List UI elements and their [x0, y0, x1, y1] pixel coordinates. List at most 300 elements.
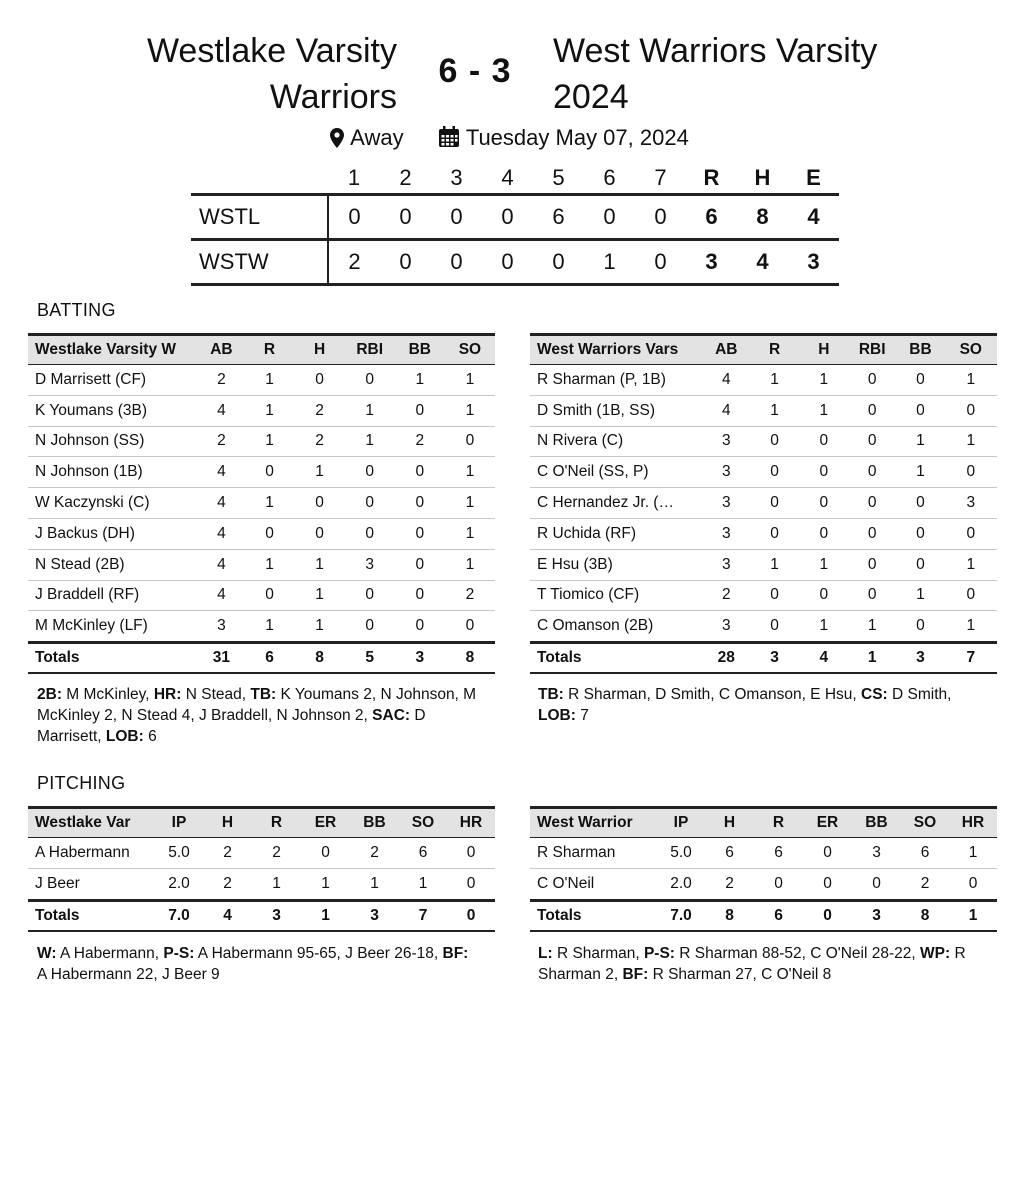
table-header-row — [28, 335, 495, 365]
note-text: 7 — [575, 707, 589, 724]
stat-cell: 0 — [395, 395, 445, 426]
stat-cell: 1 — [945, 365, 997, 396]
total-stat-cell: 1 — [848, 643, 896, 674]
stat-cell: 0 — [295, 488, 345, 519]
team-column-header: Westlake Varsity W — [35, 341, 177, 358]
stat-cell: 0 — [800, 518, 848, 549]
stat-cell: 4 — [198, 488, 244, 519]
stat-cell: 1 — [445, 457, 495, 488]
player-row — [530, 457, 997, 488]
note-label: 2B: — [37, 686, 62, 703]
stat-cell: 0 — [244, 518, 294, 549]
inning-runs: 0 — [328, 195, 380, 240]
stat-cell: 3 — [852, 838, 901, 869]
note-text: A Habermann, — [56, 945, 164, 962]
stat-cell: 2 — [198, 426, 244, 457]
stat-column-header: BB — [865, 814, 888, 831]
inning-runs: 0 — [552, 249, 565, 274]
runs-header: R — [703, 165, 720, 190]
stat-column-header: ER — [314, 814, 337, 831]
player-name: A Habermann — [28, 838, 155, 869]
stat-cell: 0 — [395, 518, 445, 549]
stat-cell: 1 — [749, 395, 799, 426]
stat-cell: 1 — [244, 611, 294, 643]
stat-cell: 1 — [244, 549, 294, 580]
inning-header: 6 — [603, 165, 616, 190]
game-date: Tuesday May 07, 2024 — [465, 125, 689, 150]
stat-cell: 1 — [445, 488, 495, 519]
stat-cell: 1 — [445, 395, 495, 426]
total-runs: 6 — [705, 204, 718, 229]
player-name: C O'Neil (SS, P) — [530, 457, 703, 488]
line-score-row — [191, 240, 839, 285]
inning-runs: 0 — [450, 204, 463, 229]
stat-cell: 0 — [848, 426, 896, 457]
game-meta — [0, 124, 1019, 155]
stat-cell: 4 — [198, 518, 244, 549]
stat-cell: 4 — [198, 549, 244, 580]
stat-column-header: H — [723, 814, 736, 831]
player-name: R Uchida (RF) — [530, 518, 703, 549]
player-name: T Tiomico (CF) — [530, 580, 703, 611]
stat-cell: 0 — [345, 365, 395, 396]
player-name: R Sharman — [530, 838, 657, 869]
player-name: N Rivera (C) — [530, 426, 703, 457]
total-stat-cell: 6 — [244, 643, 294, 674]
stat-cell: 6 — [705, 838, 754, 869]
stat-cell: 2 — [203, 868, 252, 900]
inning-runs: 0 — [603, 204, 616, 229]
pitching-table-west-warriors — [530, 806, 997, 932]
stat-cell: 4 — [198, 457, 244, 488]
stat-cell: 0 — [345, 457, 395, 488]
stat-column-header: BB — [909, 341, 932, 358]
stat-cell: 3 — [703, 488, 749, 519]
stat-cell: 3 — [703, 518, 749, 549]
player-name: C Hernandez Jr. (… — [530, 488, 703, 519]
stat-cell: 1 — [848, 611, 896, 643]
player-row — [28, 838, 495, 869]
total-hits: 4 — [756, 249, 769, 274]
stat-cell: 0 — [848, 488, 896, 519]
note-text: R Sharman 88-52, C O'Neil 28-22, — [674, 945, 920, 962]
stat-cell: 1 — [244, 488, 294, 519]
player-name: C O'Neil — [530, 868, 657, 900]
inning-header: 1 — [347, 165, 361, 190]
inning-runs: 0 — [654, 249, 667, 274]
stat-cell: 1 — [749, 365, 799, 396]
stat-cell: 0 — [803, 838, 852, 869]
stat-cell: 0 — [945, 580, 997, 611]
stat-cell: 1 — [345, 426, 395, 457]
inning-runs: 0 — [501, 249, 514, 274]
note-text: R Sharman 27, C O'Neil 8 — [648, 966, 832, 983]
stat-cell: 0 — [447, 868, 495, 900]
stat-cell: 2 — [203, 838, 252, 869]
stat-cell: 0 — [395, 549, 445, 580]
stat-cell: 6 — [399, 838, 447, 869]
hits-header: H — [754, 165, 771, 190]
stat-cell: 0 — [395, 580, 445, 611]
stat-cell: 1 — [896, 580, 944, 611]
stat-cell: 1 — [945, 611, 997, 643]
total-stat-cell: 8 — [901, 900, 949, 931]
stat-cell: 1 — [295, 549, 345, 580]
note-label: LOB: — [105, 728, 144, 745]
stat-cell: 1 — [896, 457, 944, 488]
stat-cell: 0 — [345, 611, 395, 643]
note-label: HR: — [153, 686, 182, 703]
player-name: R Sharman (P, 1B) — [530, 365, 703, 396]
stat-cell: 1 — [244, 395, 294, 426]
stat-cell: 1 — [800, 365, 848, 396]
stat-column-header: HR — [459, 814, 483, 831]
team-abbr: WSTW — [199, 249, 269, 274]
stat-cell: 1 — [350, 868, 399, 900]
note-text: M McKinley, — [61, 686, 154, 703]
stat-cell: 0 — [848, 457, 896, 488]
stat-cell: 2 — [295, 426, 345, 457]
inning-runs: 2 — [328, 240, 380, 285]
stat-cell: 0 — [395, 457, 445, 488]
stat-cell: 2 — [703, 580, 749, 611]
inning-runs: 0 — [399, 204, 412, 229]
stat-column-header: SO — [959, 341, 982, 358]
stat-cell: 4 — [703, 395, 749, 426]
stat-column-header: SO — [913, 814, 937, 831]
stat-cell: 0 — [848, 518, 896, 549]
stat-column-header: IP — [171, 814, 187, 831]
note-text: K Youmans 2, N Johnson, M McKinley 2, N Stead 4, J Braddell, N Johnson 2, — [37, 686, 477, 724]
stat-cell: 2 — [252, 838, 301, 869]
final-score: 6 - 3 — [438, 52, 512, 90]
stat-cell: 0 — [447, 838, 495, 869]
stat-column-header: R — [768, 341, 781, 358]
inning-header: 5 — [552, 165, 565, 190]
stat-cell: 0 — [848, 580, 896, 611]
stat-cell: 1 — [295, 580, 345, 611]
team-column-header: Westlake Var — [35, 814, 131, 831]
stat-cell: 6 — [901, 838, 949, 869]
stat-cell: 0 — [754, 868, 803, 900]
player-row — [28, 426, 495, 457]
stat-column-header: BB — [363, 814, 386, 831]
note-label: BF: — [442, 945, 469, 962]
total-stat-cell: 7.0 — [155, 900, 203, 931]
team-abbr: WSTL — [199, 204, 261, 229]
map-pin-icon — [330, 127, 344, 155]
stat-cell: 2 — [445, 580, 495, 611]
player-row — [530, 580, 997, 611]
stat-cell: 0 — [749, 457, 799, 488]
stat-cell: 1 — [945, 426, 997, 457]
note-text: A Habermann 95-65, J Beer 26-18, — [194, 945, 443, 962]
note-text: A Habermann 22, J Beer 9 — [37, 966, 220, 983]
total-stat-cell: 7.0 — [657, 900, 705, 931]
player-row — [530, 868, 997, 900]
stat-cell: 0 — [295, 365, 345, 396]
stat-column-header: H — [313, 341, 326, 358]
note-label: TB: — [250, 686, 277, 703]
stat-column-header: H — [818, 341, 830, 358]
note-text: R Sharman, — [552, 945, 644, 962]
stat-column-header: R — [772, 814, 785, 831]
batting-notes-west-warriors — [538, 684, 978, 726]
stat-cell: 2.0 — [155, 868, 203, 900]
stat-cell: 0 — [244, 580, 294, 611]
stat-cell: 0 — [803, 868, 852, 900]
stat-column-header: IP — [673, 814, 689, 831]
stat-cell: 0 — [749, 611, 799, 643]
stat-cell: 1 — [295, 457, 345, 488]
total-stat-cell: 28 — [703, 643, 749, 674]
total-stat-cell: 0 — [803, 900, 852, 931]
stat-cell: 1 — [295, 611, 345, 643]
stat-column-header: RBI — [356, 341, 384, 358]
line-score-row — [191, 195, 839, 240]
note-text: D Smith, — [887, 686, 952, 703]
team-column-header: West Warriors Vars — [537, 341, 679, 358]
stat-cell: 0 — [848, 365, 896, 396]
player-name: K Youmans (3B) — [28, 395, 198, 426]
stat-column-header: SO — [458, 341, 482, 358]
stat-cell: 1 — [800, 395, 848, 426]
note-text: R Sharman, D Smith, C Omanson, E Hsu, — [563, 686, 862, 703]
errors-header: E — [806, 165, 821, 190]
player-name: J Braddell (RF) — [28, 580, 198, 611]
player-row — [530, 611, 997, 643]
stat-cell: 0 — [345, 580, 395, 611]
total-stat-cell: 1 — [301, 900, 350, 931]
stat-cell: 5.0 — [657, 838, 705, 869]
note-label: LOB: — [538, 707, 576, 724]
stat-cell: 1 — [301, 868, 350, 900]
stat-cell: 0 — [896, 365, 944, 396]
stat-column-header: R — [270, 814, 283, 831]
note-text: N Stead, — [181, 686, 251, 703]
stat-column-header: AB — [715, 341, 738, 358]
stat-cell: 2 — [198, 365, 244, 396]
player-row — [28, 580, 495, 611]
note-label: P-S: — [163, 945, 195, 962]
stat-cell: 0 — [945, 518, 997, 549]
stat-cell: 0 — [852, 868, 901, 900]
player-row — [530, 395, 997, 426]
stat-cell: 1 — [896, 426, 944, 457]
player-name: M McKinley (LF) — [28, 611, 198, 643]
stat-column-header: ER — [816, 814, 839, 831]
stat-cell: 0 — [800, 426, 848, 457]
stat-cell: 0 — [800, 488, 848, 519]
player-row — [530, 488, 997, 519]
note-text: R Sharman 2, — [538, 945, 966, 983]
player-row — [28, 457, 495, 488]
player-row — [28, 395, 495, 426]
stat-cell: 0 — [945, 457, 997, 488]
stat-cell: 0 — [749, 580, 799, 611]
stat-cell: 3 — [945, 488, 997, 519]
pitching-notes-west-warriors — [538, 943, 988, 985]
note-label: SAC: — [372, 707, 411, 724]
total-stat-cell: 0 — [447, 900, 495, 931]
stat-cell: 0 — [848, 549, 896, 580]
batting-notes-westlake — [37, 684, 477, 747]
total-stat-cell: 1 — [949, 900, 997, 931]
stat-cell: 0 — [800, 580, 848, 611]
stat-cell: 4 — [198, 580, 244, 611]
stat-cell: 1 — [399, 868, 447, 900]
player-name: D Marrisett (CF) — [28, 365, 198, 396]
note-label: W: — [37, 945, 57, 962]
stat-cell: 3 — [345, 549, 395, 580]
player-name: C Omanson (2B) — [530, 611, 703, 643]
note-label: WP: — [920, 945, 951, 962]
player-name: J Beer — [28, 868, 155, 900]
total-stat-cell: 3 — [749, 643, 799, 674]
inning-runs: 0 — [654, 204, 667, 229]
player-name: J Backus (DH) — [28, 518, 198, 549]
stat-cell: 0 — [244, 457, 294, 488]
total-errors: 4 — [807, 204, 820, 229]
player-name: N Johnson (1B) — [28, 457, 198, 488]
player-row — [28, 518, 495, 549]
home-team-name: Westlake Varsity Warriors — [146, 32, 397, 116]
pitching-section-title: PITCHING — [37, 773, 126, 793]
inning-runs: 0 — [501, 204, 514, 229]
stat-cell: 3 — [703, 457, 749, 488]
total-stat-cell: 7 — [945, 643, 997, 674]
stat-cell: 0 — [896, 549, 944, 580]
inning-header: 3 — [450, 165, 463, 190]
totals-row — [530, 643, 997, 674]
total-stat-cell: 8 — [705, 900, 754, 931]
totals-row — [28, 643, 495, 674]
player-row — [28, 611, 495, 643]
stat-cell: 0 — [395, 611, 445, 643]
stat-cell: 1 — [749, 549, 799, 580]
stat-cell: 4 — [198, 395, 244, 426]
total-stat-cell: 3 — [252, 900, 301, 931]
total-stat-cell: 3 — [896, 643, 944, 674]
line-score-header — [191, 163, 839, 195]
totals-label: Totals — [28, 900, 155, 931]
stat-cell: 0 — [395, 488, 445, 519]
stat-cell: 0 — [749, 518, 799, 549]
total-stat-cell: 8 — [295, 643, 345, 674]
stat-cell: 2.0 — [657, 868, 705, 900]
stat-cell: 1 — [800, 549, 848, 580]
note-label: BF: — [622, 966, 649, 983]
table-header-row — [530, 335, 997, 365]
stat-cell: 0 — [749, 488, 799, 519]
stat-cell: 2 — [395, 426, 445, 457]
stat-cell: 1 — [445, 518, 495, 549]
stat-column-header: HR — [961, 814, 985, 831]
player-name: E Hsu (3B) — [530, 549, 703, 580]
player-row — [530, 838, 997, 869]
game-header — [0, 28, 1019, 118]
total-stat-cell: 6 — [754, 900, 803, 931]
stat-cell: 3 — [198, 611, 244, 643]
pitching-table-westlake — [28, 806, 495, 932]
player-row — [530, 549, 997, 580]
totals-label: Totals — [530, 643, 703, 674]
stat-column-header: SO — [411, 814, 435, 831]
inning-runs: 0 — [399, 249, 412, 274]
location-label: Away — [350, 125, 404, 150]
stat-cell: 0 — [896, 518, 944, 549]
batting-section-title: BATTING — [37, 300, 116, 320]
batting-table-west-warriors — [530, 333, 997, 674]
note-label: TB: — [538, 686, 564, 703]
total-runs: 3 — [705, 249, 718, 274]
stat-column-header: AB — [210, 341, 233, 358]
total-hits: 8 — [756, 204, 769, 229]
stat-cell: 1 — [445, 365, 495, 396]
stat-cell: 6 — [754, 838, 803, 869]
player-row — [28, 488, 495, 519]
player-name: W Kaczynski (C) — [28, 488, 198, 519]
player-name: N Johnson (SS) — [28, 426, 198, 457]
stat-cell: 1 — [800, 611, 848, 643]
total-stat-cell: 3 — [395, 643, 445, 674]
stat-cell: 0 — [896, 488, 944, 519]
table-header-row — [530, 808, 997, 838]
stat-cell: 1 — [445, 549, 495, 580]
note-label: CS: — [861, 686, 888, 703]
stat-column-header: RBI — [858, 341, 886, 358]
stat-cell: 0 — [295, 518, 345, 549]
table-header-row — [28, 808, 495, 838]
total-stat-cell: 3 — [350, 900, 399, 931]
stat-cell: 0 — [945, 395, 997, 426]
player-row — [28, 549, 495, 580]
player-row — [28, 365, 495, 396]
stat-cell: 2 — [705, 868, 754, 900]
inning-runs: 6 — [552, 204, 565, 229]
stat-cell: 3 — [703, 611, 749, 643]
player-row — [530, 518, 997, 549]
inning-runs: 1 — [603, 249, 616, 274]
inning-runs: 0 — [450, 249, 463, 274]
stat-cell: 1 — [244, 426, 294, 457]
player-row — [530, 426, 997, 457]
stat-cell: 5.0 — [155, 838, 203, 869]
stat-column-header: BB — [408, 341, 431, 358]
pitching-notes-westlake — [37, 943, 477, 985]
team-column-header: West Warrior — [537, 814, 633, 831]
stat-cell: 2 — [350, 838, 399, 869]
calendar-icon — [438, 126, 460, 155]
stat-cell: 3 — [703, 426, 749, 457]
totals-row — [28, 900, 495, 931]
note-text: 6 — [143, 728, 157, 745]
total-stat-cell: 5 — [345, 643, 395, 674]
note-text: D Marrisett, — [37, 707, 426, 745]
totals-label: Totals — [530, 900, 657, 931]
total-stat-cell: 8 — [445, 643, 495, 674]
stat-cell: 3 — [703, 549, 749, 580]
line-score-table — [191, 163, 839, 286]
stat-cell: 1 — [244, 365, 294, 396]
stat-cell: 0 — [896, 395, 944, 426]
stat-cell: 1 — [345, 395, 395, 426]
stat-cell: 0 — [345, 518, 395, 549]
stat-cell: 1 — [395, 365, 445, 396]
stat-cell: 0 — [896, 611, 944, 643]
batting-table-westlake — [28, 333, 495, 674]
stat-column-header: H — [221, 814, 234, 831]
